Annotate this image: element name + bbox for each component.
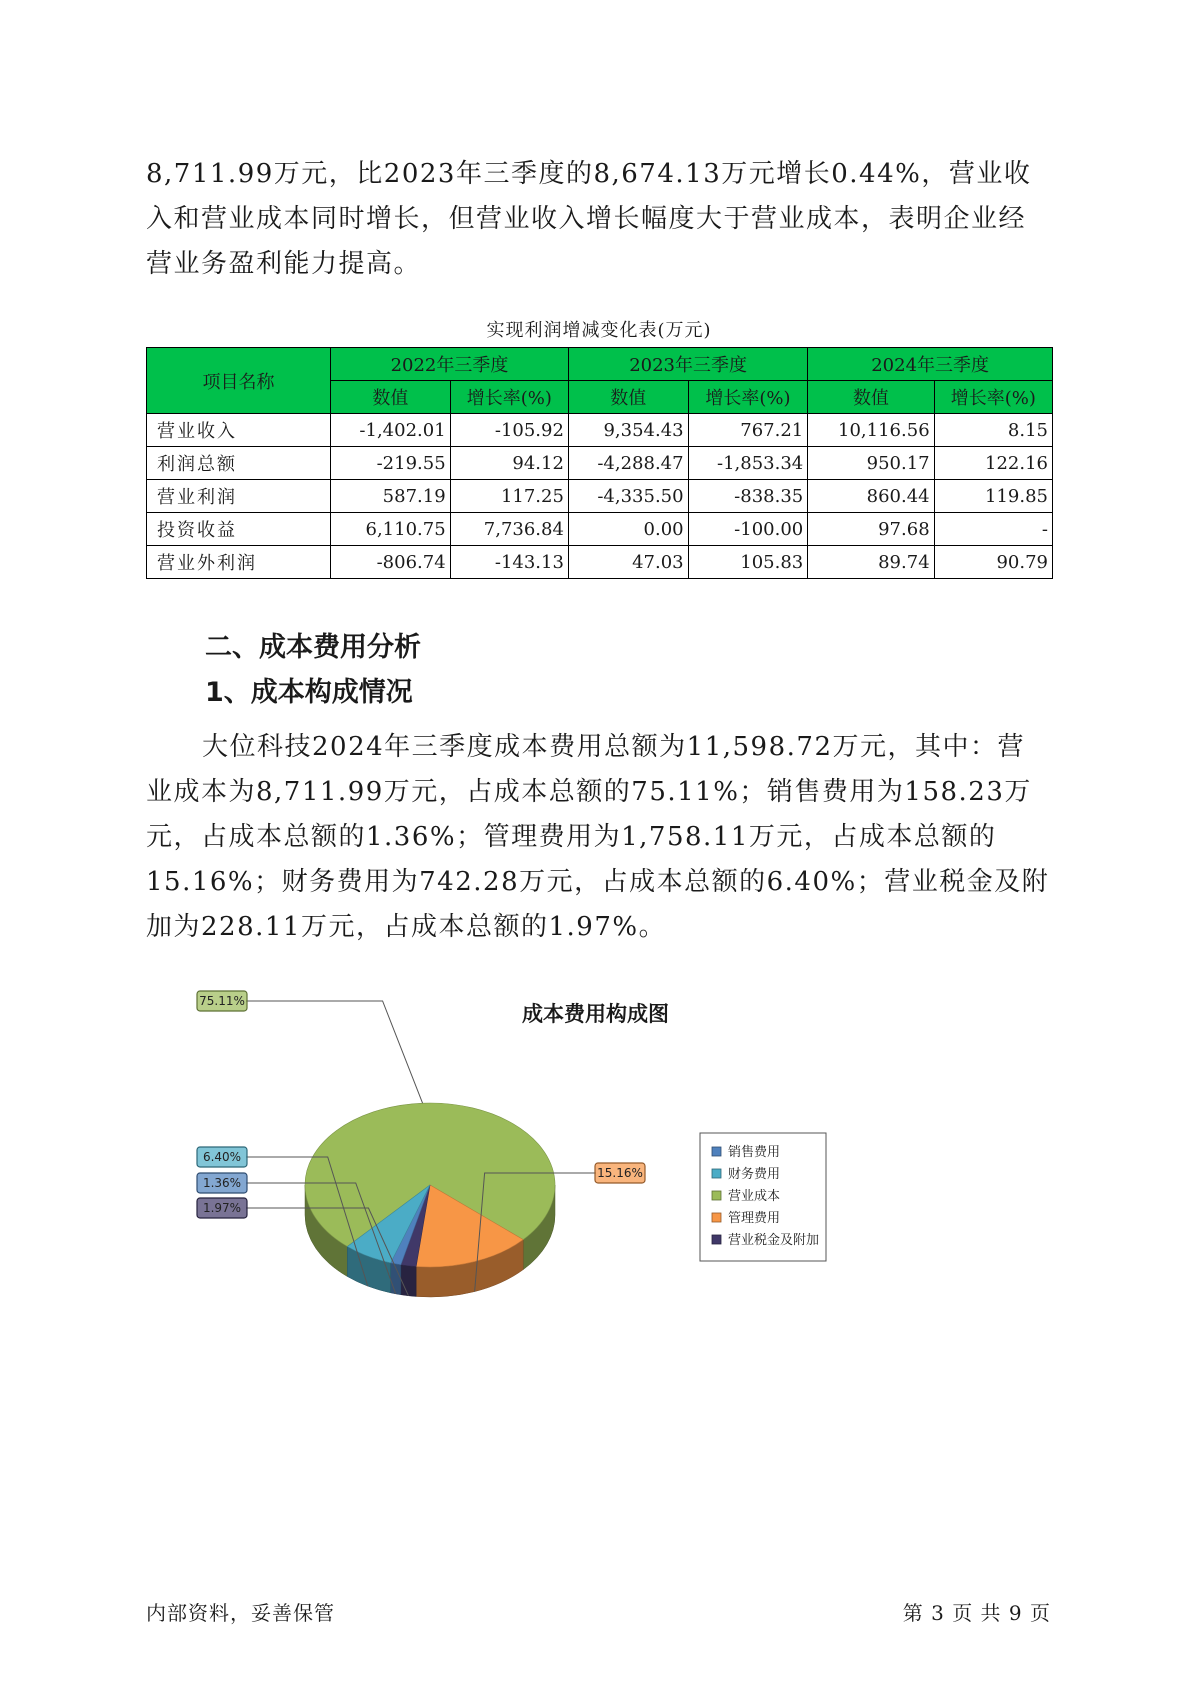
row-cell: - bbox=[934, 513, 1052, 546]
footer-confidential: 内部资料，妥善保管 bbox=[146, 1601, 335, 1625]
intro-paragraph: 8,711.99万元，比2023年三季度的8,674.13万元增长0.44%，营业收入和营业成本同时增长，但营业收入增长幅度大于营业成本，表明企业经营业务盈利能力提高。 bbox=[146, 159, 1032, 279]
legend-label: 管理费用 bbox=[728, 1211, 781, 1226]
pie-slice-side bbox=[401, 1265, 416, 1297]
row-name: 营业利润 bbox=[147, 480, 331, 513]
table-caption: 实现利润增减变化表(万元) bbox=[486, 320, 712, 341]
legend-swatch bbox=[712, 1191, 721, 1200]
slice-label: 75.11% bbox=[199, 994, 245, 1008]
row-cell: 9,354.43 bbox=[568, 414, 688, 447]
row-name: 营业收入 bbox=[147, 414, 331, 447]
legend-label: 财务费用 bbox=[728, 1167, 781, 1182]
header-period-2024: 2024年三季度 bbox=[808, 348, 1053, 381]
row-cell: 8.15 bbox=[934, 414, 1052, 447]
footer-page-number: 第 3 页 共 9 页 bbox=[902, 1601, 1051, 1625]
row-cell: -4,335.50 bbox=[568, 480, 688, 513]
row-cell: 47.03 bbox=[568, 546, 688, 579]
row-cell: 0.00 bbox=[568, 513, 688, 546]
row-cell: 587.19 bbox=[331, 480, 451, 513]
slice-label: 15.16% bbox=[597, 1166, 643, 1180]
header-period-2023: 2023年三季度 bbox=[568, 348, 807, 381]
legend-label: 营业税金及附加 bbox=[728, 1233, 820, 1248]
slice-leader-line bbox=[246, 1001, 423, 1103]
row-cell: -105.92 bbox=[450, 414, 568, 447]
slice-label: 1.36% bbox=[202, 1176, 242, 1190]
legend-label: 营业成本 bbox=[728, 1189, 781, 1204]
row-cell: 89.74 bbox=[808, 546, 934, 579]
header-rate: 增长率(%) bbox=[688, 381, 808, 414]
row-cell: 7,736.84 bbox=[450, 513, 568, 546]
row-cell: 767.21 bbox=[688, 414, 808, 447]
row-cell: 105.83 bbox=[688, 546, 808, 579]
legend-label: 销售费用 bbox=[728, 1145, 781, 1160]
header-value: 数值 bbox=[331, 381, 451, 414]
row-cell: 94.12 bbox=[450, 447, 568, 480]
chart-title: 成本费用构成图 bbox=[522, 1002, 669, 1026]
header-value: 数值 bbox=[808, 381, 934, 414]
legend-swatch bbox=[712, 1235, 721, 1244]
row-cell: 97.68 bbox=[808, 513, 934, 546]
sub-heading: 1、成本构成情况 bbox=[205, 677, 413, 708]
row-cell: 90.79 bbox=[934, 546, 1052, 579]
row-cell: 860.44 bbox=[808, 480, 934, 513]
legend-swatch bbox=[712, 1147, 721, 1156]
row-name: 利润总额 bbox=[147, 447, 331, 480]
pie-group bbox=[305, 1103, 555, 1297]
chart-legend bbox=[700, 1133, 826, 1261]
row-cell: 117.25 bbox=[450, 480, 568, 513]
row-cell: -806.74 bbox=[331, 546, 451, 579]
header-period-2022: 2022年三季度 bbox=[331, 348, 569, 381]
row-name: 营业外利润 bbox=[147, 546, 331, 579]
slice-label: 1.97% bbox=[202, 1201, 242, 1215]
row-cell: -219.55 bbox=[331, 447, 451, 480]
row-name: 投资收益 bbox=[147, 513, 331, 546]
legend-swatch bbox=[712, 1169, 721, 1178]
header-rate: 增长率(%) bbox=[450, 381, 568, 414]
row-cell: -100.00 bbox=[688, 513, 808, 546]
row-cell: -838.35 bbox=[688, 480, 808, 513]
cost-paragraph: 大位科技2024年三季度成本费用总额为11,598.72万元，其中：营业成本为8,711.99万元，占成本总额的75.11%；销售费用为158.23万元，占成本总额的1.36%；管理费用为1,758.11万元，占成本总额的15.16%；财务费用为742.28万元，占成本总额的6.40%；营业税金及附加为228.11万元，占成本总额的1.97%。 bbox=[146, 732, 1050, 942]
legend-swatch bbox=[712, 1213, 721, 1222]
row-cell: -1,853.34 bbox=[688, 447, 808, 480]
row-cell: -143.13 bbox=[450, 546, 568, 579]
header-item-name: 项目名称 bbox=[147, 348, 331, 414]
header-rate: 增长率(%) bbox=[934, 381, 1052, 414]
row-cell: -4,288.47 bbox=[568, 447, 688, 480]
header-value: 数值 bbox=[568, 381, 688, 414]
row-cell: 950.17 bbox=[808, 447, 934, 480]
row-cell: 6,110.75 bbox=[331, 513, 451, 546]
row-cell: 119.85 bbox=[934, 480, 1052, 513]
row-cell: 122.16 bbox=[934, 447, 1052, 480]
section-heading: 二、成本费用分析 bbox=[205, 632, 421, 663]
row-cell: 10,116.56 bbox=[808, 414, 934, 447]
slice-label: 6.40% bbox=[202, 1150, 242, 1164]
row-cell: -1,402.01 bbox=[331, 414, 451, 447]
